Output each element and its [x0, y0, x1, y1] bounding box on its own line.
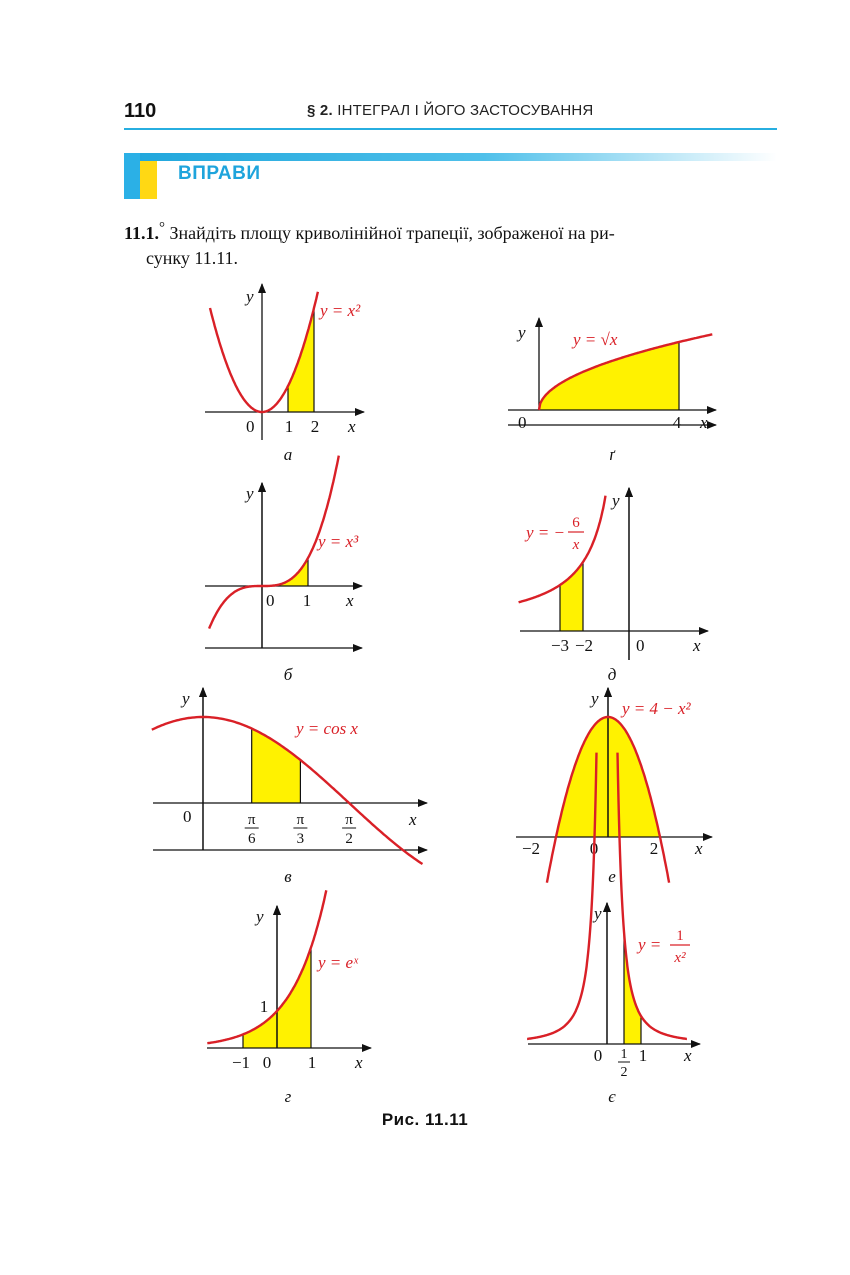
tick-pi-2-den: 2 — [345, 831, 353, 847]
panel-label: ґ — [609, 445, 615, 464]
origin-label: 0 — [183, 807, 192, 826]
shaded-area — [560, 562, 583, 631]
shaded-area — [252, 729, 301, 804]
panel-e — [516, 688, 712, 886]
tick-label: −2 — [521, 839, 541, 858]
y-axis-label: y — [246, 484, 254, 503]
x-axis-label: x — [346, 591, 354, 610]
tick-label: 2 — [649, 839, 659, 858]
y-axis-label: y — [591, 689, 599, 708]
exercise-number: 11.1. — [124, 223, 160, 243]
formula-label: y = — [638, 935, 662, 954]
tick-pi-3-num: π — [296, 812, 305, 828]
origin-label: 0 — [518, 413, 527, 432]
x-axis-label: x — [409, 810, 417, 829]
x-axis-label: x — [684, 1046, 692, 1065]
formula-label: y = x² — [320, 301, 361, 320]
panel-h — [207, 890, 371, 1106]
tick-label: 1 — [284, 417, 294, 436]
tick-label: −1 — [231, 1053, 251, 1072]
formula-numerator: 6 — [572, 515, 580, 531]
x-axis-label: x — [348, 417, 356, 436]
exercises-heading: ВПРАВИ — [178, 163, 261, 184]
origin-label: 0 — [246, 417, 255, 436]
tick-label: 1 — [307, 1053, 317, 1072]
origin-label: 0 — [266, 591, 275, 610]
x-axis-label: x — [695, 839, 703, 858]
y-axis-label: y — [182, 689, 190, 708]
panel-label: г — [284, 1087, 292, 1106]
tick-pi-3-den: 3 — [296, 831, 305, 847]
x-axis-label: x — [355, 1053, 363, 1072]
tick-label: 1 — [638, 1046, 648, 1065]
panel-label: е — [608, 867, 616, 886]
y-axis-label: y — [594, 904, 602, 923]
panel-g-hard — [508, 318, 716, 464]
exercise-text-line2: сунку 11.11. — [146, 248, 239, 268]
tick-half-num: 1 — [620, 1047, 628, 1062]
exercise-text-line1: Знайдіть площу криволінійної трапеції, зображеної на ри- — [165, 223, 615, 243]
y-axis-label: y — [518, 323, 526, 342]
y-axis-label: y — [256, 907, 264, 926]
panel-label: а — [283, 445, 293, 464]
x-axis-label: x — [693, 636, 701, 655]
formula-label: y = x³ — [318, 532, 359, 551]
origin-label: 0 — [589, 839, 599, 858]
origin-label: 0 — [636, 636, 645, 655]
formula-denominator: x — [572, 537, 580, 553]
panel-label: б — [283, 665, 293, 684]
panel-label: д — [607, 665, 617, 684]
formula-label: y = eˣ — [318, 953, 358, 972]
y-axis-label: y — [246, 287, 254, 306]
tick-pi-6-num: π — [247, 812, 256, 828]
tick-label: 2 — [310, 417, 320, 436]
formula-label: y = 4 − x² — [622, 699, 691, 718]
y-axis-label: y — [612, 491, 620, 510]
panel-label: в — [284, 867, 292, 886]
tick-label: 1 — [302, 591, 312, 610]
x-axis-label: x — [700, 413, 708, 432]
tick-pi-6-den: 6 — [247, 831, 256, 847]
figure-caption: Рис. 11.11 — [381, 1110, 469, 1129]
formula-label: y = √x — [573, 330, 618, 349]
shaded-area — [539, 342, 679, 410]
page-number: 110 — [124, 100, 157, 122]
section-title-text: ІНТЕГРАЛ І ЙОГО ЗАСТОСУВАННЯ — [337, 102, 594, 119]
formula-numerator: 1 — [676, 928, 684, 944]
tick-label: 4 — [672, 413, 682, 432]
formula-label: y = cos x — [296, 719, 358, 738]
panel-label: є — [608, 1087, 616, 1106]
tick-half-den: 2 — [620, 1065, 628, 1080]
panel-d — [519, 488, 708, 684]
formula-denominator: x² — [674, 950, 686, 966]
origin-label: 0 — [593, 1046, 603, 1065]
tick-label: −2 — [574, 636, 594, 655]
panel-a — [205, 284, 364, 464]
tick-label: −3 — [550, 636, 570, 655]
panel-v — [152, 688, 427, 886]
origin-label: 0 — [262, 1053, 272, 1072]
y-tick-label: 1 — [259, 997, 269, 1016]
section-mark: § 2. — [307, 102, 333, 119]
panel-b — [205, 456, 362, 684]
formula-label: y = − — [526, 523, 565, 542]
tick-pi-2-num: π — [345, 812, 353, 828]
exercise-degree: ° — [159, 220, 166, 236]
